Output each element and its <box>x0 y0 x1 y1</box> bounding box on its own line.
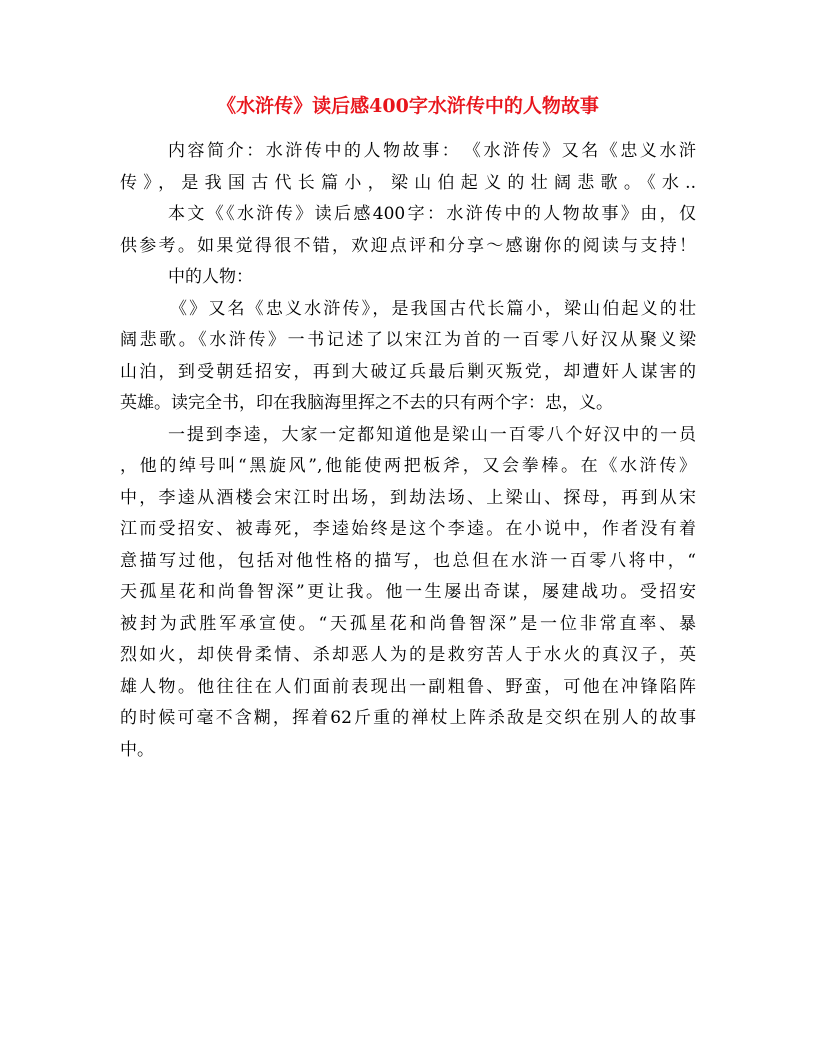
text-line: 天孤星花和尚鲁智深”更让我。他一生屡出奇谋，屡建战功。受招安 <box>120 582 696 602</box>
text-line: 中的人物： <box>168 267 253 287</box>
text-line: 的时候可毫不含糊，挥着62斤重的禅杖上阵杀敌是交织在别人的故事 <box>120 708 696 728</box>
document-title: 《水浒传》读后感400字水浒传中的人物故事 <box>217 95 599 117</box>
text-line: 雄人物。他往往在人们面前表现出一副粗鲁、野蛮，可他在冲锋陷阵 <box>120 676 696 697</box>
text-line: 山泊，到受朝廷招安，再到大破辽兵最后剿灭叛党，却遭奸人谋害的 <box>120 361 696 382</box>
text-line: 一提到李逵，大家一定都知道他是梁山一百零八个好汉中的一员 <box>168 424 696 445</box>
text-line: 内容简介：水浒传中的人物故事： 《水浒传》又名《忠义水浒 <box>168 141 696 161</box>
text-line: 本文《《水浒传》读后感400字：水浒传中的人物故事》由，仅 <box>168 204 696 224</box>
text-line: 《》又名《忠义水浒传》，是我国古代长篇小，梁山伯起义的壮 <box>170 298 696 319</box>
text-line: 江而受招安、被毒死，李逵始终是这个李逵。在小说中，作者没有着 <box>120 519 696 539</box>
text-line: 中。 <box>120 739 154 760</box>
text-line: 传》，是我国古代长篇小，梁山伯起义的壮阔悲歌。《水.. <box>120 172 696 193</box>
text-line: 烈如火，却侠骨柔情、杀却恶人为的是救穷苦人于水火的真汉子，英 <box>120 645 696 665</box>
text-line: 被封为武胜军承宣使。“天孤星花和尚鲁智深”是一位非常直率、暴 <box>120 613 696 634</box>
document-body <box>120 136 696 766</box>
text-line: 意描写过他，包括对他性格的描写，也总但在水浒一百零八将中，“ <box>120 550 696 571</box>
text-line: 供参考。如果觉得很不错，欢迎点评和分享～感谢你的阅读与支持！ <box>120 235 696 256</box>
text-line: 英雄。读完全书，印在我脑海里挥之不去的只有两个字：忠，义。 <box>120 393 613 413</box>
text-line: ，他的绰号叫“黑旋风”,他能使两把板斧，又会拳棒。在《水浒传》 <box>120 456 696 476</box>
text-line: 阔悲歌。《水浒传》一书记述了以宋江为首的一百零八好汉从聚义梁 <box>120 330 696 350</box>
text-line: 中，李逵从酒楼会宋江时出场，到劫法场、上梁山、探母，再到从宋 <box>120 487 696 508</box>
